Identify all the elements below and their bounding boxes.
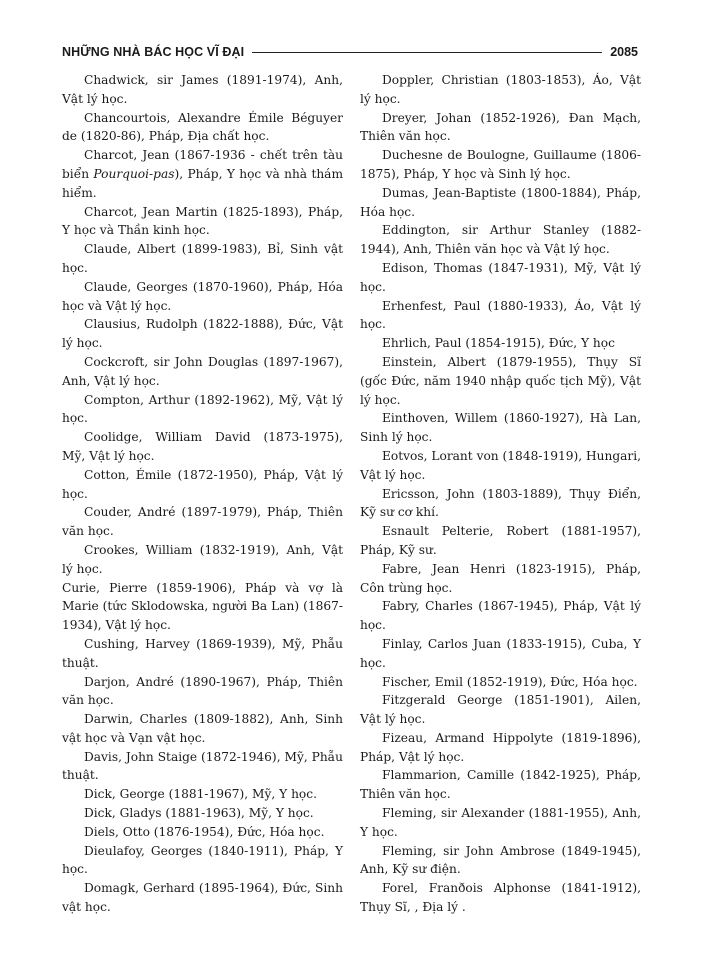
header-rule	[252, 52, 602, 53]
entry-fleming-john: Fleming, sir John Ambrose (1849-1945), Anh, Kỹ sư điện.	[360, 843, 641, 877]
entry-einthoven: Einthoven, Willem (1860-1927), Hà Lan, Sinh lý học.	[360, 411, 641, 445]
entry-dick-george: Dick, George (1881-1967), Mỹ, Y học.	[84, 787, 317, 802]
entry-couder: Couder, André (1897-1979), Pháp, Thiên văn học.	[62, 505, 343, 539]
entry-fabry: Fabry, Charles (1867-1945), Pháp, Vật lý học.	[360, 599, 641, 633]
entry-esnault-pelterie: Esnault Pelterie, Robert (1881-1957), Pháp, Kỹ sư.	[360, 524, 641, 557]
entry-text: Charcot, Jean (1867-1936 - chết trên tàu biển	[62, 148, 343, 181]
entry-charcot-jean	[62, 146, 343, 202]
entry-doppler: Doppler, Christian (1803-1853), Áo, Vật lý học.	[360, 73, 641, 106]
running-title: NHỮNG NHÀ BÁC HỌC VĨ ĐẠI	[62, 45, 245, 59]
entry-dick-gladys: Dick, Gladys (1881-1963), Mỹ, Y học.	[84, 806, 314, 821]
right-column	[360, 71, 641, 917]
page-header	[62, 42, 638, 62]
left-column	[62, 71, 343, 917]
entry-curie: Curie, Pierre (1859-1906), Pháp và vợ là Marie (tức Sklodowska, người Ba Lan) (1867-1934), Vật lý học.	[62, 580, 343, 633]
entry-dieulafoy: Dieulafoy, Georges (1840-1911), Pháp, Y học.	[62, 843, 343, 877]
entry-eddington: Eddington, sir Arthur Stanley (1882-1944), Anh, Thiên văn học và Vật lý học.	[360, 223, 641, 257]
entry-edison: Edison, Thomas (1847-1931), Mỹ, Vật lý học.	[360, 260, 641, 294]
entry-cockcroft: Cockcroft, sir John Douglas (1897-1967), Anh, Vật lý học.	[62, 354, 343, 388]
entry-forel: Forel, Franðois Alphonse (1841-1912), Thụy Sĩ, , Địa lý .	[360, 881, 641, 915]
entry-davis: Davis, John Staige (1872-1946), Mỹ, Phẫu thuật.	[62, 749, 343, 783]
entry-cushing: Cushing, Harvey (1869-1939), Mỹ, Phẫu thuật.	[62, 636, 343, 670]
entry-text: ), Pháp, Y học và nhà thám hiểm.	[62, 166, 344, 200]
entry-clausius: Clausius, Rudolph (1822-1888), Đức, Vật lý học.	[62, 317, 343, 351]
entry-compton: Compton, Arthur (1892-1962), Mỹ, Vật lý học.	[62, 392, 343, 426]
entry-fischer: Fischer, Emil (1852-1919), Đức, Hóa học.	[382, 674, 638, 689]
entry-darjon: Darjon, André (1890-1967), Pháp, Thiên văn học.	[62, 674, 343, 708]
entry-fitzgerald: Fitzgerald George (1851-1901), Ailen, Vật lý học.	[360, 693, 641, 727]
entry-crookes: Crookes, William (1832-1919), Anh, Vật lý học.	[62, 542, 343, 576]
entry-dreyer: Dreyer, Johan (1852-1926), Đan Mạch, Thiên văn học.	[360, 110, 641, 144]
entry-diels: Diels, Otto (1876-1954), Đức, Hóa học.	[84, 824, 325, 839]
entry-fabre: Fabre, Jean Henri (1823-1915), Pháp, Côn trùng học.	[360, 561, 641, 595]
entry-erhenfest: Erhenfest, Paul (1880-1933), Áo, Vật lý học.	[360, 298, 641, 332]
entry-duchesne: Duchesne de Boulogne, Guillaume (1806-1875), Pháp, Y học và Sinh lý học.	[360, 148, 641, 181]
entry-claude-georges: Claude, Georges (1870-1960), Pháp, Hóa học và Vật lý học.	[62, 279, 343, 313]
entry-domagk: Domagk, Gerhard (1895-1964), Đức, Sinh vật học.	[62, 881, 343, 915]
entry-fizeau: Fizeau, Armand Hippolyte (1819-1896), Pháp, Vật lý học.	[360, 730, 641, 764]
entry-charcot-jean-martin: Charcot, Jean Martin (1825-1893), Pháp, Y học và Thần kinh học.	[62, 204, 343, 238]
entry-eotvos: Eotvos, Lorant von (1848-1919), Hungari, Vật lý học.	[360, 448, 641, 482]
entry-dumas: Dumas, Jean-Baptiste (1800-1884), Pháp, Hóa học.	[360, 185, 641, 219]
entry-darwin: Darwin, Charles (1809-1882), Anh, Sinh vật học và Vạn vật học.	[62, 712, 343, 745]
entry-fleming-alexander: Fleming, sir Alexander (1881-1955), Anh, Y học.	[360, 806, 641, 839]
entry-flammarion: Flammarion, Camille (1842-1925), Pháp, Thiên văn học.	[360, 768, 641, 802]
entry-ehrlich: Ehrlich, Paul (1854-1915), Đức, Y học	[382, 336, 615, 351]
entry-einstein: Einstein, Albert (1879-1955), Thụy Sĩ (gốc Đức, năm 1940 nhập quốc tịch Mỹ), Vật lý học.	[360, 354, 641, 407]
entry-claude-albert: Claude, Albert (1899-1983), Bỉ, Sinh vật học.	[62, 242, 343, 275]
entry-cotton: Cotton, Émile (1872-1950), Pháp, Vật lý học.	[62, 467, 343, 501]
ship-name: Pourquoi-pas	[93, 166, 175, 181]
page-number: 2085	[610, 45, 638, 59]
entry-chancourtois: Chancourtois, Alexandre Émile Béguyer de (1820-86), Pháp, Địa chất học.	[62, 110, 343, 144]
entry-chadwick: Chadwick, sir James (1891-1974), Anh, Vật lý học.	[62, 73, 343, 106]
entry-finlay: Finlay, Carlos Juan (1833-1915), Cuba, Y học.	[360, 636, 641, 670]
entry-ericsson: Ericsson, John (1803-1889), Thụy Điển, Kỹ sư cơ khí.	[360, 486, 641, 520]
entry-coolidge: Coolidge, William David (1873-1975), Mỹ, Vật lý học.	[62, 430, 343, 463]
